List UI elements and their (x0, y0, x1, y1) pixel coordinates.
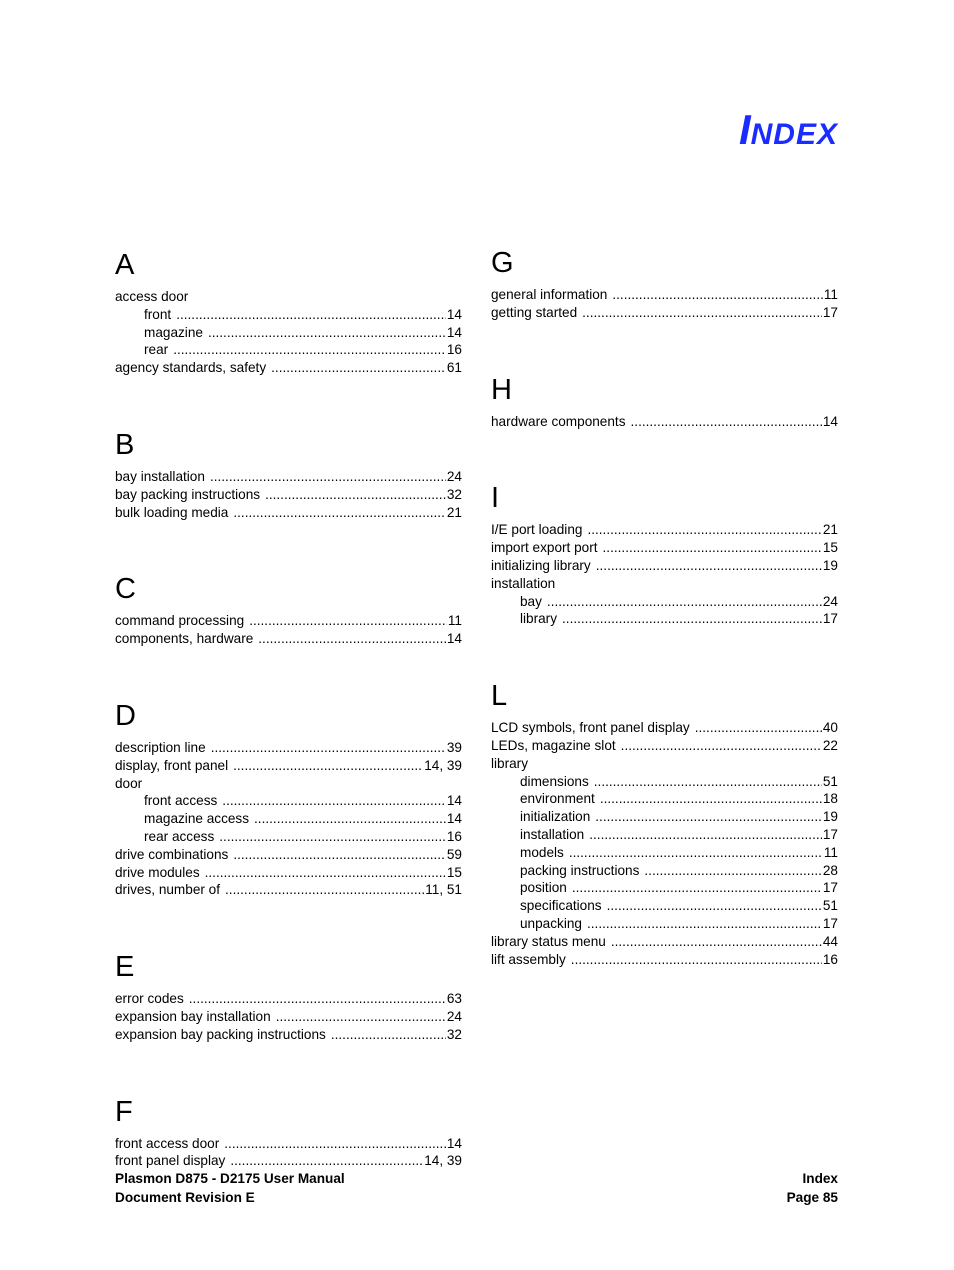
dot-leader (547, 593, 822, 611)
section-letter: A (115, 249, 135, 281)
entry-page-numbers: 32 (446, 1026, 462, 1042)
index-entry (491, 304, 838, 322)
index-entry (115, 504, 462, 522)
entry-page-numbers: 24 (822, 593, 838, 609)
dot-leader (607, 897, 822, 915)
dot-leader (631, 413, 822, 431)
entry-page-numbers: 14, 39 (424, 1153, 462, 1169)
dot-leader (233, 504, 446, 522)
dot-leader (594, 773, 822, 791)
index-subentry (491, 879, 838, 897)
dot-leader (205, 864, 446, 882)
dot-leader (208, 324, 446, 342)
index-subentry (491, 862, 838, 880)
index-section (491, 373, 838, 431)
entry-page-numbers: 32 (446, 486, 462, 502)
index-subentry (115, 306, 462, 324)
dot-leader (224, 1135, 446, 1153)
section-letter: I (491, 482, 500, 515)
entry-label: bulk loading media (115, 504, 229, 520)
index-entry (115, 881, 462, 899)
section-letter: D (115, 699, 136, 732)
index-subentry (115, 341, 462, 359)
entry-page-numbers: 14 (446, 793, 462, 809)
entry-page-numbers: 17 (822, 611, 838, 627)
entry-page-numbers: 21 (822, 522, 838, 538)
index-entry-list (491, 413, 838, 431)
entry-label: LEDs, magazine slot (491, 737, 616, 753)
index-entry-list (115, 1135, 462, 1171)
index-subentry (491, 897, 838, 915)
dot-leader (176, 306, 446, 324)
entry-page-numbers: 16 (446, 342, 462, 358)
dot-leader (603, 539, 822, 557)
index-entry (115, 468, 462, 486)
entry-label: library (520, 611, 558, 627)
index-subentry (115, 810, 462, 828)
index-entry (115, 846, 462, 864)
entry-label: magazine access (144, 811, 250, 827)
dot-leader (571, 951, 822, 969)
entry-label: hardware components (491, 413, 626, 429)
dot-leader (596, 557, 822, 575)
index-entry-list (115, 288, 462, 377)
entry-label: drives, number of (115, 882, 221, 898)
entry-label: rear access (144, 828, 215, 844)
footer-manual-title: Plasmon D875 - D2175 User Manual (115, 1171, 345, 1186)
dot-leader (621, 737, 822, 755)
entry-page-numbers: 40 (822, 720, 838, 736)
entry-label: display, front panel (115, 757, 229, 773)
entry-label: description line (115, 739, 206, 755)
index-entry (491, 719, 838, 737)
dot-leader (582, 304, 822, 322)
index-section (115, 699, 462, 899)
index-entry (491, 286, 838, 304)
dot-leader (569, 844, 823, 862)
entry-label: specifications (520, 898, 602, 914)
entry-label: agency standards, safety (115, 360, 267, 376)
dot-leader (249, 612, 447, 630)
index-entry-list (491, 719, 838, 968)
entry-label: magazine (144, 324, 203, 340)
entry-label: front access (144, 793, 218, 809)
dot-leader (233, 757, 423, 775)
index-subentry (491, 610, 838, 628)
footer-revision: Document Revision E (115, 1190, 255, 1205)
page-title-initial: I (738, 106, 751, 153)
index-entry (491, 521, 838, 539)
entry-page-numbers: 14 (446, 324, 462, 340)
entry-label: dimensions (520, 773, 589, 789)
index-subentry (491, 844, 838, 862)
entry-label: expansion bay packing instructions (115, 1026, 326, 1042)
entry-page-numbers: 15 (822, 540, 838, 556)
entry-label: library (491, 755, 529, 771)
section-letter: C (115, 573, 136, 606)
index-entry-list (115, 739, 462, 899)
dot-leader (587, 915, 822, 933)
entry-label: expansion bay installation (115, 1008, 271, 1024)
page-title (739, 108, 838, 157)
index-entry-list (115, 612, 462, 648)
entry-page-numbers: 39 (446, 739, 462, 755)
dot-leader (589, 826, 822, 844)
index-subentry (115, 324, 462, 342)
section-letter: B (115, 428, 135, 461)
index-entry (115, 612, 462, 630)
entry-label: door (115, 775, 143, 791)
entry-label: lift assembly (491, 951, 566, 967)
entry-page-numbers: 51 (822, 773, 838, 789)
dot-leader (189, 990, 446, 1008)
index-entry (115, 739, 462, 757)
entry-label: getting started (491, 304, 578, 320)
entry-page-numbers: 19 (822, 557, 838, 573)
index-entry-list (491, 286, 838, 322)
section-letter: L (491, 680, 508, 713)
entry-page-numbers: 17 (822, 304, 838, 320)
index-entry (115, 630, 462, 648)
index-section (115, 248, 462, 377)
entry-page-numbers: 14 (822, 413, 838, 429)
entry-page-numbers: 11 (823, 844, 838, 860)
index-subentry (491, 790, 838, 808)
entry-page-numbers: 22 (822, 737, 838, 753)
entry-page-numbers: 11 (823, 287, 838, 302)
entry-label: installation (491, 575, 556, 591)
index-subentry (491, 593, 838, 611)
dot-leader (331, 1026, 446, 1044)
dot-leader (230, 1152, 423, 1170)
entry-label: LCD symbols, front panel display (491, 720, 690, 736)
entry-label: general information (491, 287, 608, 302)
entry-label: I/E port loading (491, 522, 583, 538)
index-entry (491, 951, 838, 969)
entry-page-numbers: 15 (446, 864, 462, 880)
entry-page-numbers: 17 (822, 915, 838, 931)
dot-leader (222, 792, 446, 810)
dot-leader (210, 468, 446, 486)
entry-label: initialization (520, 809, 591, 825)
index-subentry (115, 792, 462, 810)
entry-label: library status menu (491, 933, 606, 949)
entry-label: bay installation (115, 468, 205, 484)
entry-label: drive combinations (115, 846, 229, 862)
index-section (115, 1095, 462, 1171)
entry-label: command processing (115, 613, 245, 629)
entry-page-numbers: 14 (446, 306, 462, 322)
entry-page-numbers: 19 (822, 809, 838, 825)
entry-page-numbers: 17 (822, 826, 838, 842)
index-entry (115, 990, 462, 1008)
dot-leader (562, 610, 822, 628)
entry-label: front access door (115, 1135, 220, 1151)
dot-leader (587, 521, 821, 539)
entry-page-numbers: 61 (446, 360, 462, 376)
index-section (115, 950, 462, 1043)
index-entry-list (115, 468, 462, 521)
index-section (491, 246, 838, 322)
dot-leader (211, 739, 446, 757)
dot-leader (225, 881, 424, 899)
entry-label: front panel display (115, 1153, 226, 1169)
section-letter: H (491, 373, 512, 406)
index-entry (115, 775, 462, 793)
entry-page-numbers: 14 (446, 631, 462, 647)
dot-leader (595, 808, 822, 826)
entry-page-numbers: 21 (446, 504, 462, 520)
entry-page-numbers: 63 (446, 991, 462, 1007)
index-entry (491, 539, 838, 557)
index-entry (115, 359, 462, 377)
index-entry (491, 557, 838, 575)
entry-label: environment (520, 791, 595, 807)
entry-label: access door (115, 289, 189, 304)
dot-leader (600, 790, 822, 808)
dot-leader (254, 810, 446, 828)
footer-left (115, 1169, 345, 1207)
page-title-rest: NDEX (750, 118, 838, 151)
index-entry (491, 413, 838, 431)
entry-page-numbers: 17 (822, 880, 838, 896)
index-subentry (491, 808, 838, 826)
index-entry (115, 486, 462, 504)
index-entry (115, 1152, 462, 1170)
index-section (491, 481, 838, 628)
dot-leader (173, 341, 446, 359)
entry-page-numbers: 11 (447, 613, 462, 629)
index-section (115, 428, 462, 521)
entry-page-numbers: 11, 51 (425, 882, 462, 898)
entry-label: bay (520, 593, 542, 609)
dot-leader (611, 933, 822, 951)
entry-page-numbers: 24 (446, 468, 462, 484)
index-subentry (115, 828, 462, 846)
entry-label: rear (144, 342, 169, 358)
section-letter: G (491, 247, 514, 279)
index-entry (115, 1008, 462, 1026)
index-entry (491, 755, 838, 773)
index-entry (115, 1135, 462, 1153)
entry-label: installation (520, 826, 585, 842)
index-subentry (491, 773, 838, 791)
dot-leader (233, 846, 446, 864)
dot-leader (644, 862, 821, 880)
index-entry (115, 757, 462, 775)
entry-page-numbers: 14 (446, 1135, 462, 1151)
entry-label: error codes (115, 991, 184, 1007)
index-subentry (491, 826, 838, 844)
entry-label: drive modules (115, 864, 200, 880)
entry-label: initializing library (491, 557, 591, 573)
dot-leader (271, 359, 446, 377)
index-entry (491, 737, 838, 755)
footer-section: Index (802, 1171, 838, 1186)
index-entry (491, 575, 838, 593)
entry-page-numbers: 16 (822, 951, 838, 967)
dot-leader (219, 828, 446, 846)
section-letter: F (115, 1095, 133, 1128)
entry-label: position (520, 880, 567, 896)
dot-leader (572, 879, 822, 897)
footer-page-number: Page 85 (786, 1190, 838, 1205)
section-letter: E (115, 951, 135, 984)
entry-page-numbers: 51 (822, 898, 838, 914)
entry-page-numbers: 24 (446, 1008, 462, 1024)
index-entry (115, 864, 462, 882)
entry-label: components, hardware (115, 631, 254, 647)
dot-leader (265, 486, 446, 504)
entry-label: models (520, 844, 564, 860)
index-entry-list (491, 521, 838, 628)
entry-page-numbers: 14, 39 (424, 757, 462, 773)
index-section (115, 572, 462, 648)
dot-leader (695, 719, 822, 737)
entry-label: front (144, 306, 172, 322)
entry-page-numbers: 14 (446, 811, 462, 827)
index-column-left (115, 248, 462, 1170)
entry-page-numbers: 44 (822, 933, 838, 949)
index-entry (491, 933, 838, 951)
entry-label: import export port (491, 540, 598, 556)
entry-label: bay packing instructions (115, 486, 261, 502)
index-entry-list (115, 990, 462, 1043)
dot-leader (276, 1008, 446, 1026)
index-section (491, 679, 838, 968)
index-entry (115, 1026, 462, 1044)
index-subentry (491, 915, 838, 933)
entry-page-numbers: 28 (822, 862, 838, 878)
dot-leader (258, 630, 446, 648)
entry-page-numbers: 18 (822, 791, 838, 807)
footer-right (787, 1169, 838, 1207)
entry-page-numbers: 16 (446, 828, 462, 844)
index-column-right (491, 246, 838, 968)
entry-page-numbers: 59 (446, 846, 462, 862)
entry-label: unpacking (520, 915, 582, 931)
index-entry (115, 288, 462, 306)
entry-label: packing instructions (520, 862, 640, 878)
dot-leader (612, 286, 823, 304)
